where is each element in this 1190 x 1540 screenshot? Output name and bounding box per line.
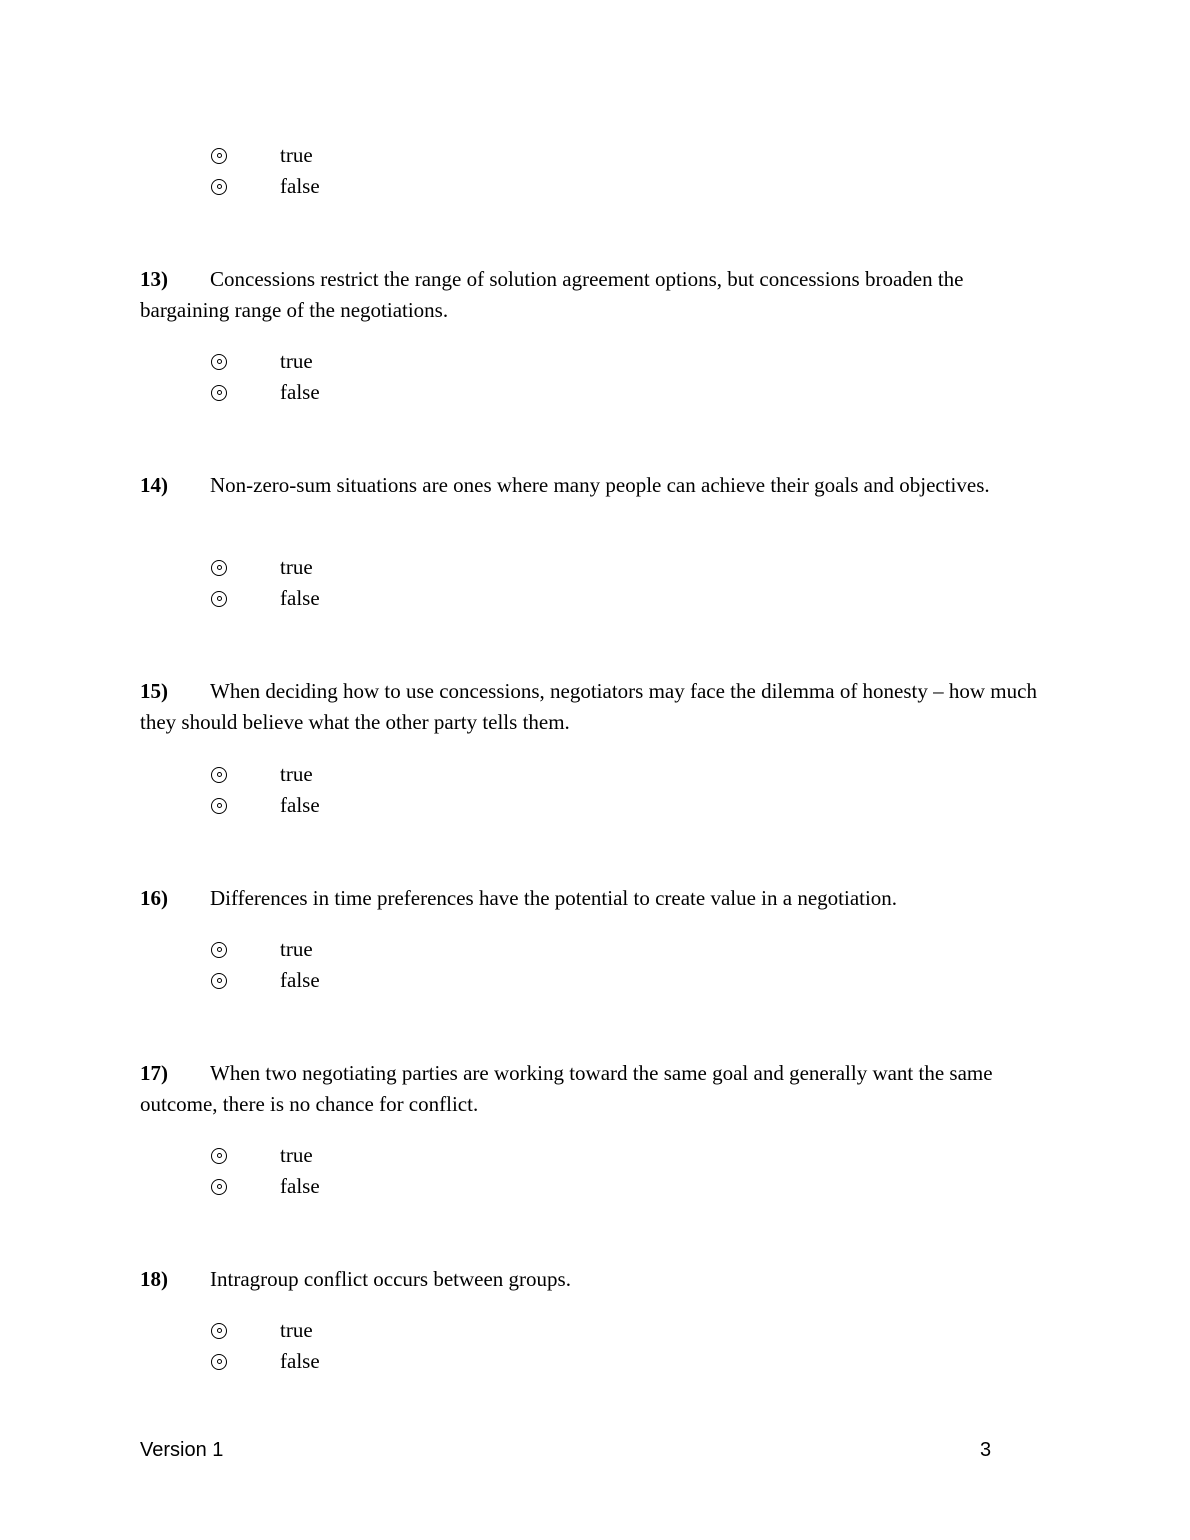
radio-icon[interactable] <box>211 179 227 195</box>
option-label: false <box>280 1174 320 1198</box>
radio-icon[interactable] <box>211 560 227 576</box>
question-17 <box>140 1058 1055 1120</box>
footer-version: Version 1 <box>140 1439 224 1461</box>
question-number: 17) <box>140 1061 168 1085</box>
option-label: true <box>280 937 313 961</box>
option-true[interactable] <box>211 552 313 583</box>
option-label: true <box>280 762 313 786</box>
question-text: Concessions restrict the range of solution agreement options, but concessions broaden the bargaining range of the negotiations. <box>140 267 964 322</box>
question-text: Differences in time preferences have the potential to create value in a negotiation. <box>210 886 898 910</box>
radio-icon[interactable] <box>211 1323 227 1339</box>
option-true[interactable] <box>211 1315 313 1346</box>
question-text: When deciding how to use concessions, negotiators may face the dilemma of honesty – how much they should believe what the other party tells them. <box>140 679 1037 734</box>
option-label: true <box>280 1143 313 1167</box>
question-13 <box>140 264 1055 326</box>
radio-icon[interactable] <box>211 1148 227 1164</box>
option-false[interactable] <box>211 583 320 614</box>
question-number: 16) <box>140 886 168 910</box>
option-label: false <box>280 380 320 404</box>
option-label: true <box>280 1318 313 1342</box>
question-text: When two negotiating parties are working toward the same goal and generally want the same outcome, there is no chance for conflict. <box>140 1061 993 1116</box>
question-number: 13) <box>140 267 168 291</box>
radio-icon[interactable] <box>211 942 227 958</box>
option-label: true <box>280 349 313 373</box>
option-label: false <box>280 174 320 198</box>
question-text: Intragroup conflict occurs between groups. <box>210 1267 571 1291</box>
option-label: true <box>280 143 313 167</box>
question-number: 14) <box>140 473 168 497</box>
radio-icon[interactable] <box>211 973 227 989</box>
question-15 <box>140 676 1055 738</box>
question-text: Non-zero-sum situations are ones where many people can achieve their goals and objectives. <box>210 473 990 497</box>
option-false[interactable] <box>211 965 320 996</box>
radio-icon[interactable] <box>211 148 227 164</box>
option-label: true <box>280 555 313 579</box>
option-false[interactable] <box>211 1346 320 1377</box>
radio-icon[interactable] <box>211 591 227 607</box>
option-label: false <box>280 968 320 992</box>
question-number: 18) <box>140 1267 168 1291</box>
radio-icon[interactable] <box>211 354 227 370</box>
radio-icon[interactable] <box>211 385 227 401</box>
radio-icon[interactable] <box>211 1179 227 1195</box>
option-false[interactable] <box>211 1171 320 1202</box>
option-true[interactable] <box>211 346 313 377</box>
option-label: false <box>280 1349 320 1373</box>
footer-page-number: 3 <box>980 1439 992 1461</box>
question-16 <box>140 883 1055 914</box>
question-18 <box>140 1264 1055 1295</box>
option-label: false <box>280 586 320 610</box>
option-true[interactable] <box>211 1140 313 1171</box>
radio-icon[interactable] <box>211 767 227 783</box>
option-true[interactable] <box>211 140 313 171</box>
option-false[interactable] <box>211 790 320 821</box>
radio-icon[interactable] <box>211 798 227 814</box>
option-false[interactable] <box>211 377 320 408</box>
question-14 <box>140 470 1055 501</box>
option-true[interactable] <box>211 759 313 790</box>
option-true[interactable] <box>211 934 313 965</box>
option-false[interactable] <box>211 171 320 202</box>
question-number: 15) <box>140 679 168 703</box>
radio-icon[interactable] <box>211 1354 227 1370</box>
option-label: false <box>280 793 320 817</box>
